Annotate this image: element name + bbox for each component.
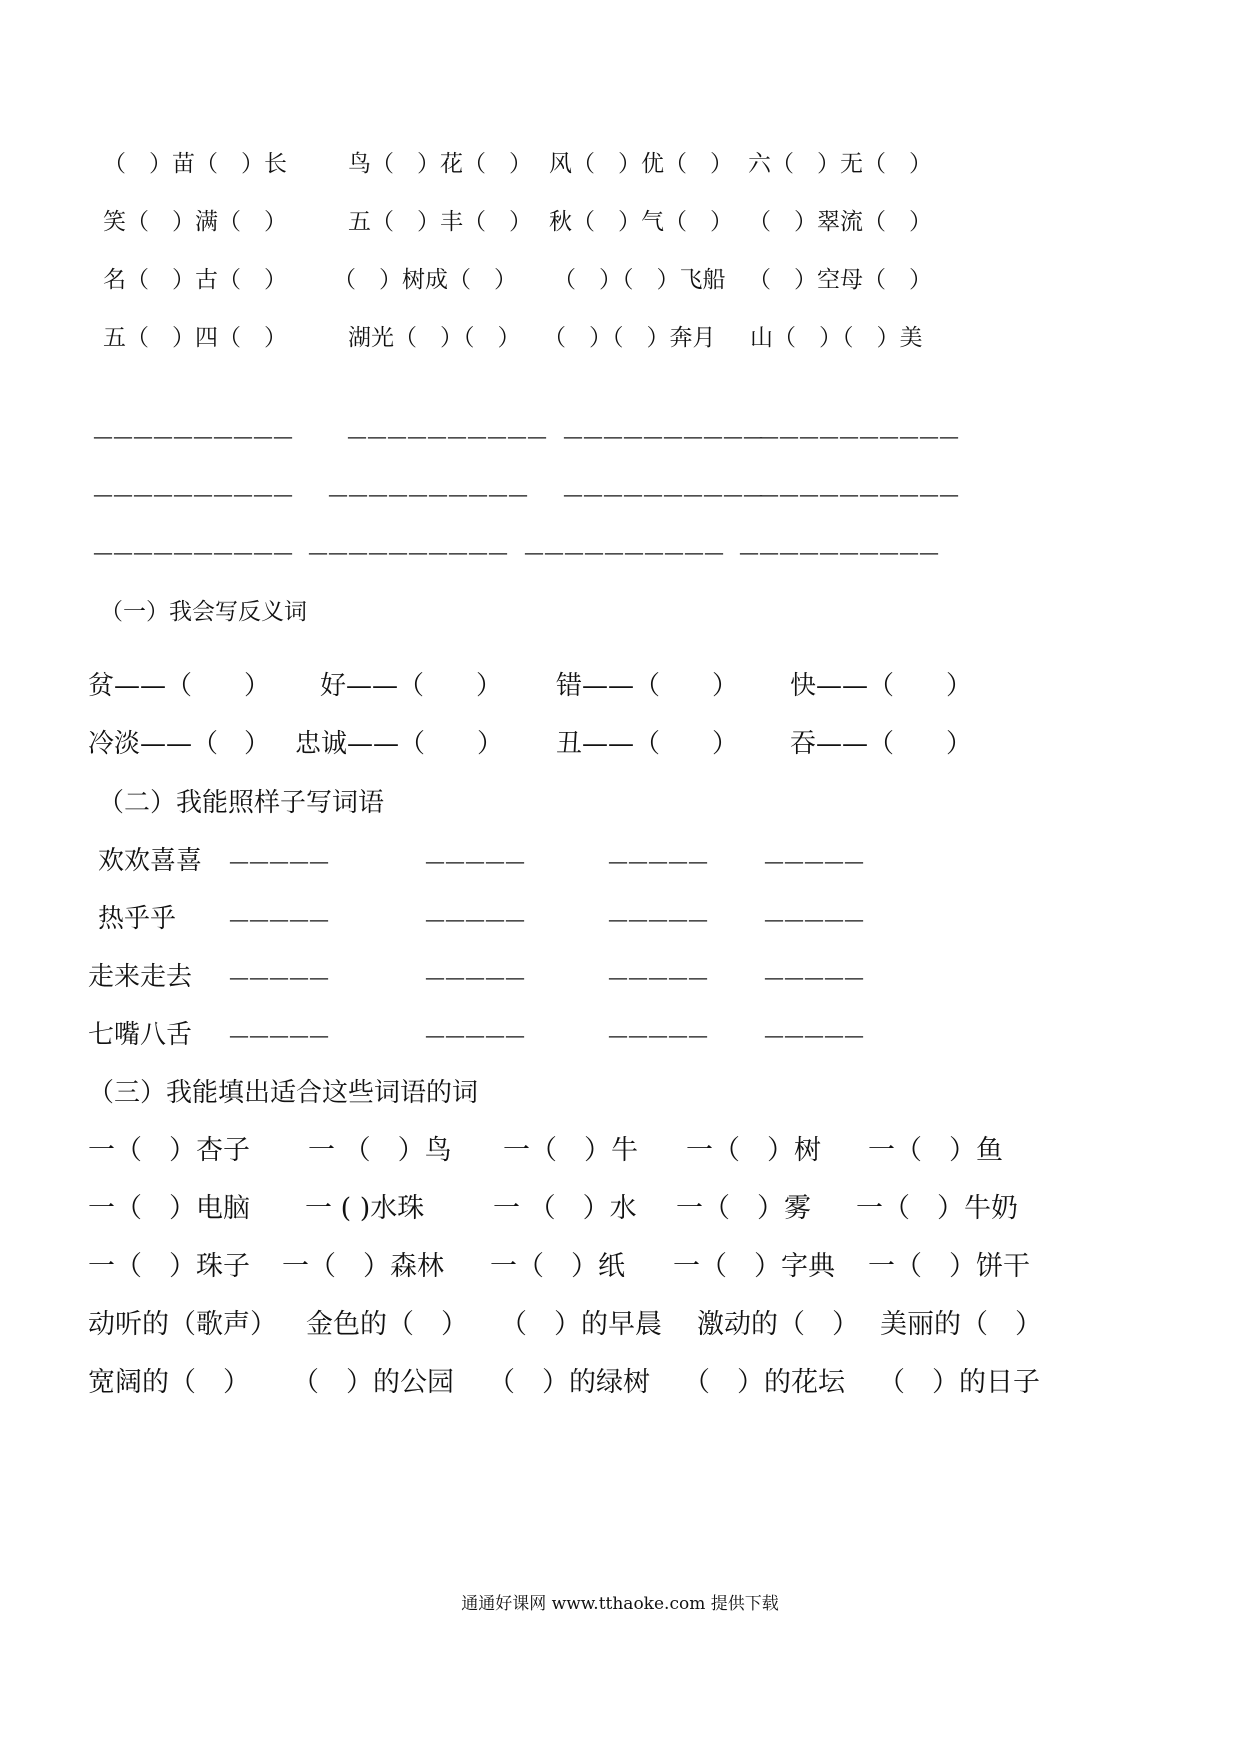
- answer-line[interactable]: —————: [425, 1023, 525, 1047]
- fill-item: 一（ ）牛: [503, 1135, 638, 1166]
- answer-line[interactable]: ——————————: [759, 482, 959, 506]
- antonym-item: 快——（ ）: [790, 671, 973, 701]
- antonym-item: 贫——（ ）: [88, 671, 271, 701]
- antonym-item: 错——（ ）: [556, 671, 739, 701]
- idiom-item: （ ）树成（ ）: [333, 267, 517, 293]
- answer-line[interactable]: —————: [425, 907, 525, 931]
- measure-row-1: [0, 1131, 1240, 1171]
- idiom-row-4: [0, 318, 1240, 358]
- answer-lines-row-2: [0, 474, 1240, 514]
- idiom-item: 山（ ）（ ）美: [750, 325, 923, 351]
- fill-item: 金色的（ ）: [306, 1309, 468, 1340]
- fill-item: 一（ ）牛奶: [856, 1193, 1018, 1224]
- answer-line[interactable]: ——————————: [524, 540, 724, 564]
- answer-line[interactable]: —————: [608, 965, 708, 989]
- pattern-example: 七嘴八舌: [88, 1020, 193, 1050]
- antonym-row-1: [0, 666, 1240, 706]
- fill-item: 一（ ）森林: [282, 1251, 444, 1282]
- idiom-item: 六（ ）无（ ）: [748, 151, 932, 177]
- answer-line[interactable]: —————: [764, 849, 864, 873]
- fill-item: 一（ ）电脑: [88, 1193, 250, 1224]
- answer-line[interactable]: —————: [229, 907, 329, 931]
- section-title: （三）我能填出适合这些词语的词: [88, 1078, 479, 1108]
- idiom-item: 笑（ ）满（ ）: [103, 209, 287, 235]
- section-title: （二）我能照样子写词语: [98, 788, 385, 818]
- idiom-item: 风（ ）优（ ）: [549, 151, 733, 177]
- answer-line[interactable]: —————: [425, 965, 525, 989]
- page-footer: 通通好课网 www.tthaoke.com 提供下载: [461, 1594, 779, 1614]
- fill-item: （ ）的绿树: [488, 1367, 650, 1398]
- measure-row-3: [0, 1247, 1240, 1287]
- adjective-row-2: [0, 1363, 1240, 1403]
- fill-item: （ ）的公园: [292, 1367, 454, 1398]
- section1-heading: [0, 592, 1240, 632]
- idiom-item: （ ）苗（ ）长: [103, 151, 287, 177]
- antonym-item: 好——（ ）: [320, 671, 503, 701]
- answer-line[interactable]: —————: [229, 965, 329, 989]
- fill-item: 一（ ）杏子: [88, 1135, 250, 1166]
- measure-row-2: [0, 1189, 1240, 1229]
- answer-line[interactable]: ——————————: [563, 482, 763, 506]
- answer-line[interactable]: —————: [608, 907, 708, 931]
- idiom-item: （ ）（ ）奔月: [543, 325, 716, 351]
- answer-line[interactable]: —————: [608, 849, 708, 873]
- section3-heading: [0, 1073, 1240, 1113]
- pattern-row-2: [0, 899, 1240, 939]
- fill-item: 一（ ）纸: [490, 1251, 625, 1282]
- idiom-row-3: [0, 260, 1240, 300]
- fill-item: 一（ ）字典: [673, 1251, 835, 1282]
- pattern-example: 热乎乎: [98, 904, 177, 934]
- answer-line[interactable]: ——————————: [347, 424, 547, 448]
- fill-item: （ ）的日子: [878, 1367, 1040, 1398]
- answer-lines-row-1: [0, 416, 1240, 456]
- answer-line[interactable]: ——————————: [563, 424, 763, 448]
- idiom-item: 秋（ ）气（ ）: [549, 209, 733, 235]
- idiom-item: 湖光（ ）（ ）: [348, 325, 521, 351]
- fill-item: 美丽的（ ）: [880, 1309, 1042, 1340]
- fill-item: 一 ( )水珠: [305, 1193, 425, 1224]
- antonym-item: 冷淡——（ ）: [88, 729, 271, 759]
- antonym-item: 丑——（ ）: [556, 729, 739, 759]
- answer-line[interactable]: ——————————: [759, 424, 959, 448]
- answer-line[interactable]: ——————————: [308, 540, 508, 564]
- idiom-row-1: [0, 144, 1240, 184]
- answer-line[interactable]: —————: [764, 965, 864, 989]
- antonym-item: 忠诚——（ ）: [295, 729, 504, 759]
- fill-item: 激动的（ ）: [697, 1309, 859, 1340]
- fill-item: （ ）的早晨: [500, 1309, 662, 1340]
- answer-lines-row-3: [0, 532, 1240, 572]
- idiom-item: 鸟（ ）花（ ）: [348, 151, 532, 177]
- pattern-row-3: [0, 957, 1240, 997]
- answer-line[interactable]: ——————————: [93, 424, 293, 448]
- section2-heading: [0, 783, 1240, 823]
- fill-item: 一 （ ）水: [493, 1193, 637, 1224]
- idiom-item: （ ）（ ）飞船: [553, 267, 726, 293]
- answer-line[interactable]: ——————————: [328, 482, 528, 506]
- fill-item: 一（ ）鱼: [868, 1135, 1003, 1166]
- fill-item: 动听的（歌声）: [88, 1309, 277, 1340]
- answer-line[interactable]: ——————————: [93, 540, 293, 564]
- idiom-item: （ ）翠流（ ）: [748, 209, 932, 235]
- idiom-item: 五（ ）四（ ）: [103, 325, 287, 351]
- answer-line[interactable]: —————: [608, 1023, 708, 1047]
- idiom-item: 名（ ）古（ ）: [103, 267, 287, 293]
- answer-line[interactable]: —————: [229, 1023, 329, 1047]
- antonym-row-2: [0, 724, 1240, 764]
- fill-item: 一 （ ）鸟: [308, 1135, 452, 1166]
- adjective-row-1: [0, 1305, 1240, 1345]
- answer-line[interactable]: ——————————: [93, 482, 293, 506]
- idiom-item: 五（ ）丰（ ）: [348, 209, 532, 235]
- section-title: （一）我会写反义词: [100, 599, 307, 625]
- fill-item: 一（ ）雾: [676, 1193, 811, 1224]
- antonym-item: 吞——（ ）: [790, 729, 973, 759]
- answer-line[interactable]: —————: [764, 907, 864, 931]
- pattern-row-1: [0, 841, 1240, 881]
- fill-item: （ ）的花坛: [683, 1367, 845, 1398]
- pattern-example: 欢欢喜喜: [98, 846, 203, 876]
- idiom-row-2: [0, 202, 1240, 242]
- pattern-row-4: [0, 1015, 1240, 1055]
- idiom-item: （ ）空母（ ）: [748, 267, 932, 293]
- answer-line[interactable]: ——————————: [739, 540, 939, 564]
- fill-item: 一（ ）树: [686, 1135, 821, 1166]
- answer-line[interactable]: —————: [764, 1023, 864, 1047]
- fill-item: 一（ ）饼干: [868, 1251, 1030, 1282]
- fill-item: 一（ ）珠子: [88, 1251, 250, 1282]
- pattern-example: 走来走去: [88, 962, 193, 992]
- fill-item: 宽阔的（ ）: [88, 1367, 250, 1398]
- answer-line[interactable]: —————: [425, 849, 525, 873]
- answer-line[interactable]: —————: [229, 849, 329, 873]
